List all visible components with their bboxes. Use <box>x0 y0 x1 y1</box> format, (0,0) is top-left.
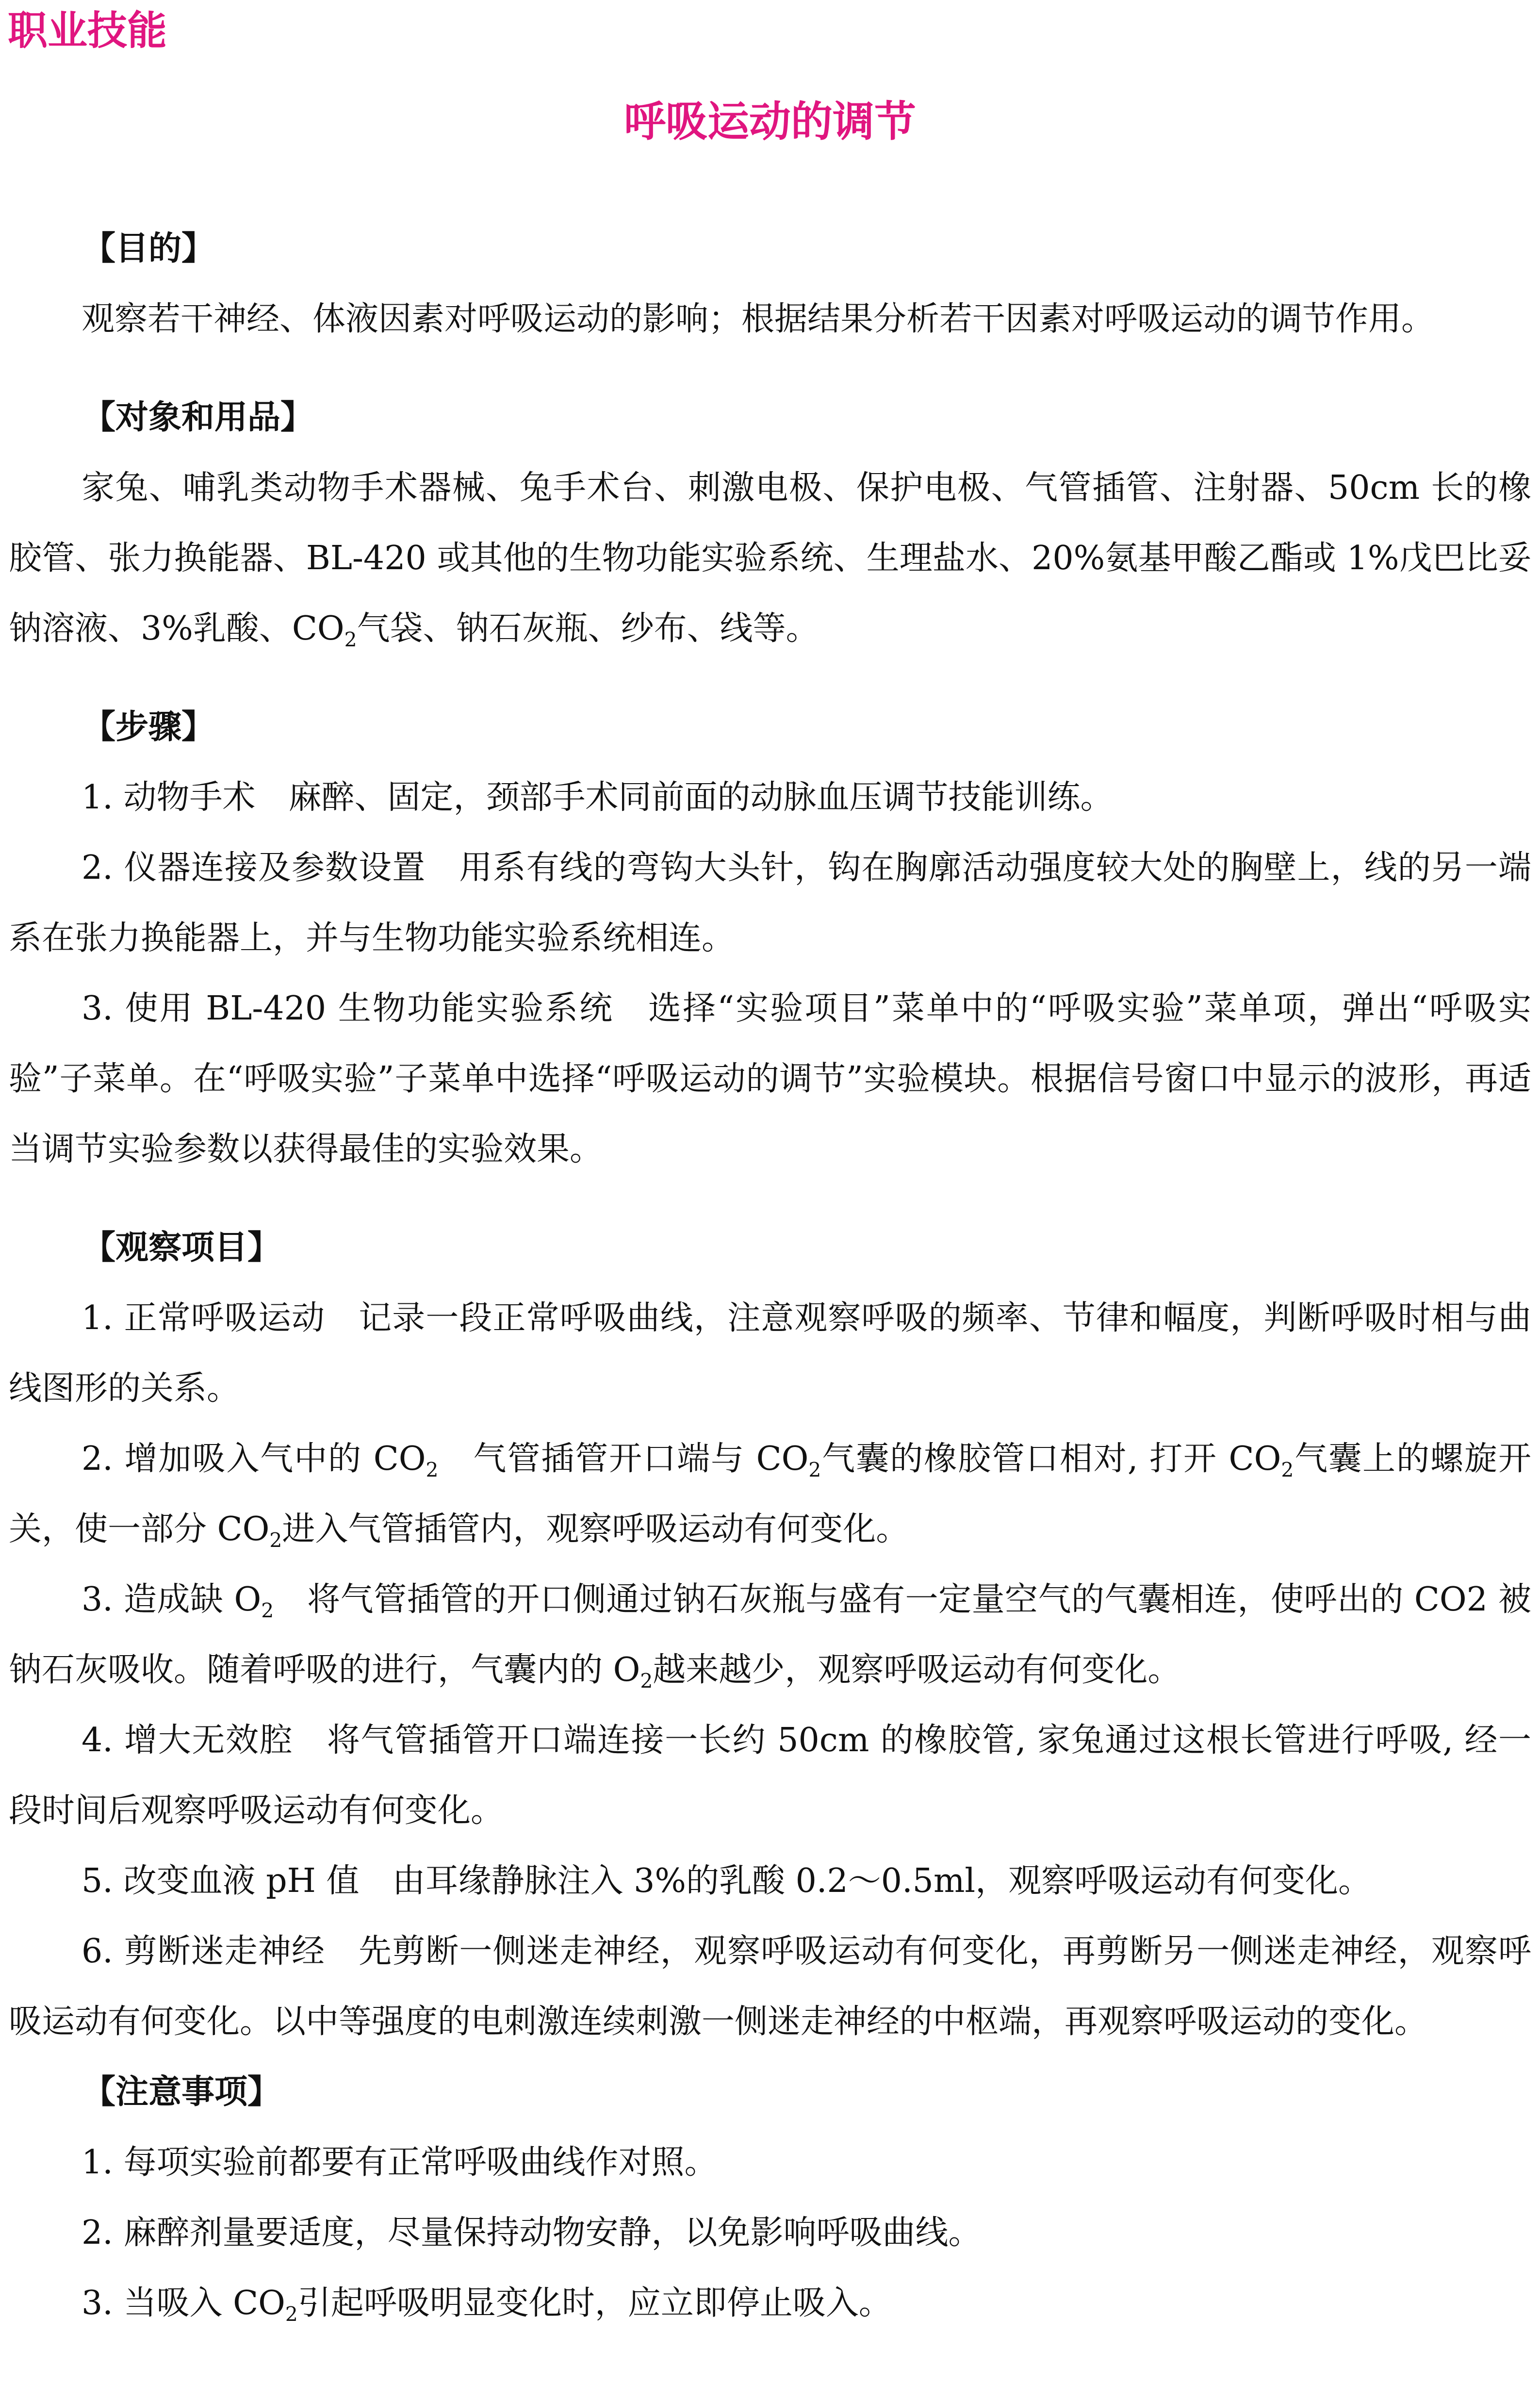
category-header: 职业技能 <box>8 8 167 54</box>
step-3: 3. 使用 BL-420 生物功能实验系统 选择“实验项目”菜单中的“呼吸实验”菜单项，弹出“呼吸实验”子菜单。在“呼吸实验”子菜单中选择“呼吸运动的调节”实验模块。根据信号窗口中显示的波形，再适当调节实验参数以获得最佳的实验效果。 <box>9 989 1531 1168</box>
section-heading-observations: 【观察项目】 <box>82 1229 281 1267</box>
document-body <box>9 214 1531 2338</box>
section-heading-steps: 【步骤】 <box>82 708 215 746</box>
note-3: 3. 当吸入 $CO_2$引起呼吸明显变化时，应立即停止吸入。 <box>82 2284 892 2326</box>
section-heading-notes: 【注意事项】 <box>82 2073 281 2111</box>
section-heading-materials: 【对象和用品】 <box>82 398 314 437</box>
note-2: 2. 麻醉剂量要适度，尽量保持动物安静，以免影响呼吸曲线。 <box>82 2214 982 2252</box>
purpose-text: 观察若干神经、体液因素对呼吸运动的影响；根据结果分析若干因素对呼吸运动的调节作用。 <box>82 300 1435 338</box>
observation-1: 1. 正常呼吸运动 记录一段正常呼吸曲线，注意观察呼吸的频率、节律和幅度，判断呼吸时相与曲线图形的关系。 <box>9 1299 1531 1408</box>
observation-4: 4. 增大无效腔 将气管插管开口端连接一长约 50cm 的橡胶管, 家兔通过这根长管进行呼吸, 经一段时间后观察呼吸运动有何变化。 <box>9 1721 1531 1830</box>
section-heading-purpose: 【目的】 <box>82 230 215 268</box>
note-1: 1. 每项实验前都要有正常呼吸曲线作对照。 <box>82 2143 718 2182</box>
step-1: 1. 动物手术 麻醉、固定，颈部手术同前面的动脉血压调节技能训练。 <box>82 778 1114 817</box>
materials-text: 家兔、哺乳类动物手术器械、兔手术台、刺激电极、保护电极、气管插管、注射器、50cm 长的橡胶管、张力换能器、BL-420 或其他的生物功能实验系统、生理盐水、20%氨基甲酸乙酯或 1%戊巴比妥钠溶液、3%乳酸、$CO_2$气袋、钠石灰瓶、纱布、线等。 <box>9 469 1531 652</box>
observation-3: 3. 造成缺 $O_2$ 将气管插管的开口侧通过钠石灰瓶与盛有一定量空气的气囊相连，使呼出的 CO2 被钠石灰吸收。随着呼吸的进行，气囊内的 $O_2$越来越少，观察呼吸运动有何变化。 <box>9 1580 1531 1693</box>
observation-2: 2. 增加吸入气中的 $CO_2$ 气管插管开口端与 $CO_2$气囊的橡胶管口相对, 打开 $CO_2$气囊上的螺旋开关，使一部分 $CO_2$进入气管插管内，观察呼吸运动有何变化。 <box>9 1440 1531 1552</box>
observation-5: 5. 改变血液 pH 值 由耳缘静脉注入 3%的乳酸 0.2～0.5ml，观察呼吸运动有何变化。 <box>82 1862 1372 1900</box>
observation-6: 6. 剪断迷走神经 先剪断一侧迷走神经，观察呼吸运动有何变化，再剪断另一侧迷走神经，观察呼吸运动有何变化。以中等强度的电刺激连续刺激一侧迷走神经的中枢端，再观察呼吸运动的变化。 <box>9 1932 1531 2041</box>
page-title: 呼吸运动的调节 <box>624 98 916 146</box>
step-2: 2. 仪器连接及参数设置 用系有线的弯钩大头针，钩在胸廓活动强度较大处的胸壁上，线的另一端系在张力换能器上，并与生物功能实验系统相连。 <box>9 849 1531 957</box>
